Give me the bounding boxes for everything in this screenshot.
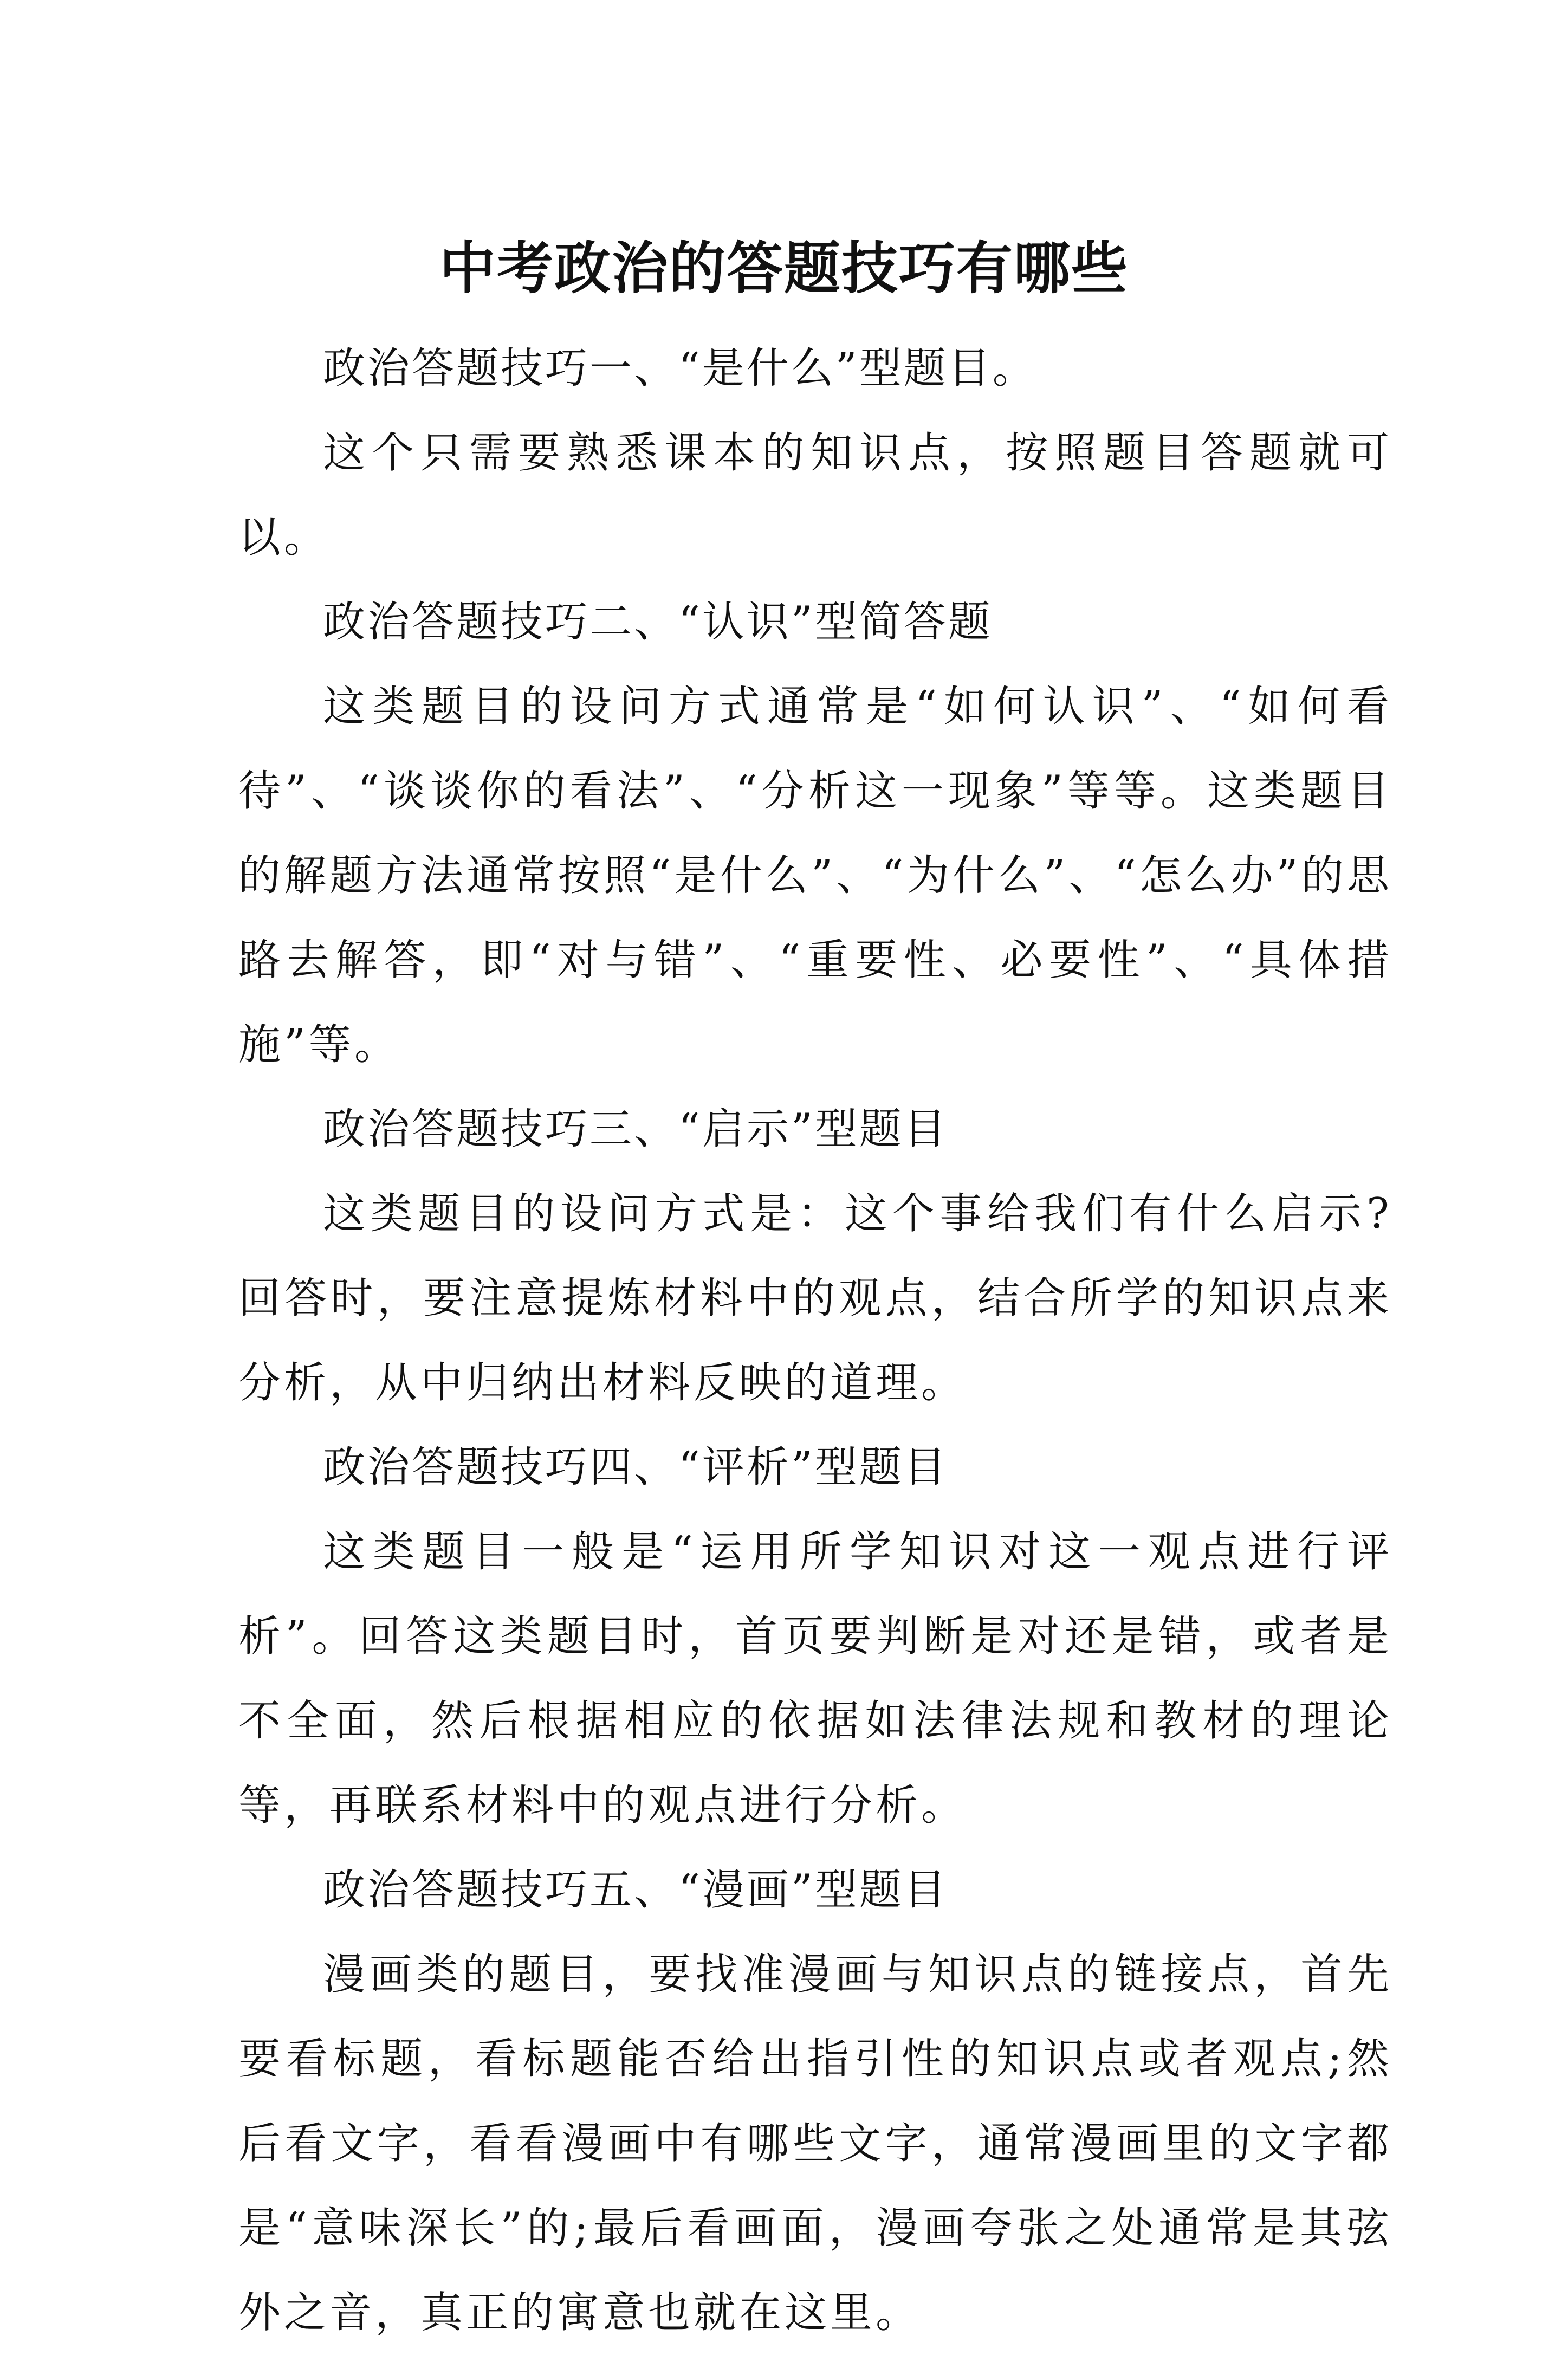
section-heading-5: 政治答题技巧五、“漫画”型题目 (323, 1866, 948, 1914)
section-body-5: 漫画类的题目，要找准漫画与知识点的链接点，首先要看标题，看标题能否给出指引性的知识点或者观点;然后看文字，看看漫画中有哪些文字，通常漫画里的文字都是“意味深长”的;最后看画面，漫画夸张之处通常是其弦外之音，真正的寓意也就在这里。 (238, 1950, 1392, 2337)
section-body-3: 这类题目的设问方式是：这个事给我们有什么启示?回答时，要注意提炼材料中的观点，结合所学的知识点来分析，从中归纳出材料反映的道理。 (238, 1189, 1392, 1407)
section-heading-1: 政治答题技巧一、“是什么”型题目。 (323, 344, 1037, 393)
section-body-1: 这个只需要熟悉课本的知识点，按照题目答题就可以。 (238, 429, 1392, 562)
section-heading-3: 政治答题技巧三、“启示”型题目 (323, 1105, 948, 1154)
document-body (238, 326, 1392, 2355)
section-heading-4: 政治答题技巧四、“评析”型题目 (323, 1443, 948, 1492)
section-body-4: 这类题目一般是“运用所学知识对这一观点进行评析”。回答这类题目时，首页要判断是对还是错，或者是不全面，然后根据相应的依据如法律法规和教材的理论等，再联系材料中的观点进行分析。 (238, 1528, 1392, 1830)
section-body-2: 这类题目的设问方式通常是“如何认识”、“如何看待”、“谈谈你的看法”、“分析这一现象”等等。这类题目的解题方法通常按照“是什么”、“为什么”、“怎么办”的思路去解答，即“对与错”、“重要性、必要性”、“具体措施”等。 (238, 682, 1392, 1069)
document-title: 中考政治的答题技巧有哪些 (439, 234, 1129, 301)
section-heading-2: 政治答题技巧二、“认识”型简答题 (323, 598, 993, 646)
